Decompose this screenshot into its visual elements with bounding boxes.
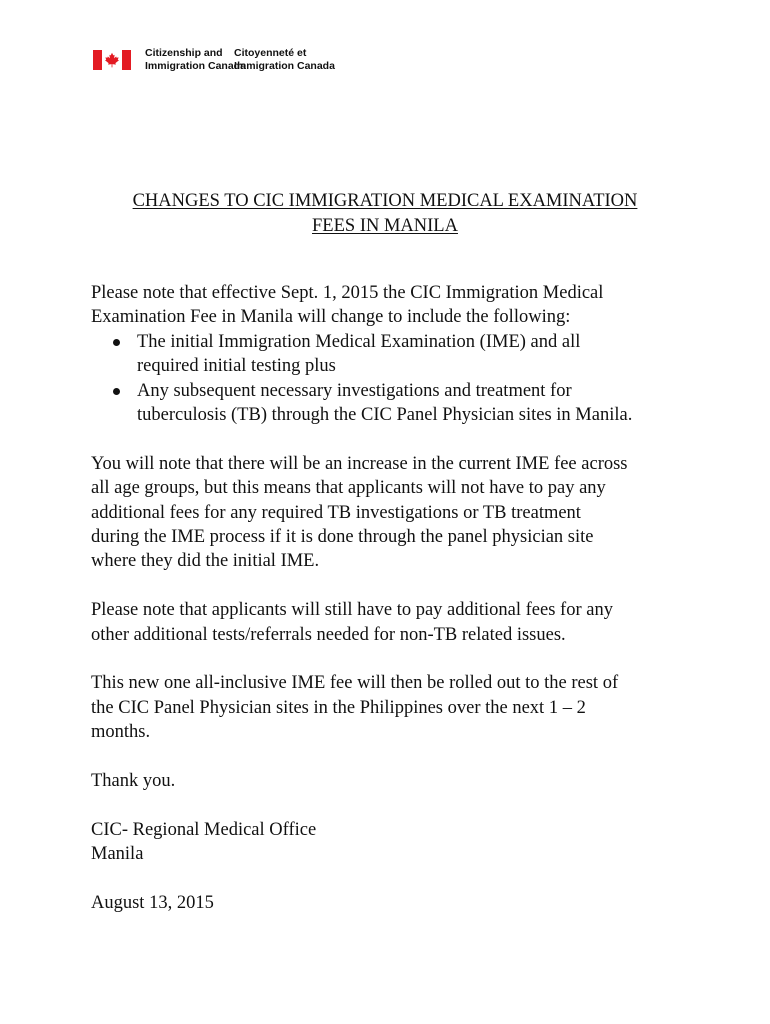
additional-fees-paragraph: [91, 598, 691, 647]
org-name-french: [234, 47, 335, 73]
signature-office: CIC- Regional Medical Office: [91, 819, 317, 840]
maple-leaf-icon: [104, 52, 120, 68]
para4-line: This new one all-inclusive IME fee will then be rolled out to the rest of: [91, 673, 619, 694]
flag-right-bar: [122, 50, 131, 70]
letterhead: [93, 44, 335, 76]
signature-block: [91, 818, 691, 867]
list-item: [91, 330, 691, 379]
flag-left-bar: [93, 50, 102, 70]
signature-city: Manila: [91, 844, 144, 865]
document-title: [90, 189, 680, 239]
intro-line2: Examination Fee in Manila will change to include the following:: [91, 307, 571, 328]
canada-flag-icon: [93, 50, 131, 70]
bullet2-line1: Any subsequent necessary investigations and treatment for: [137, 380, 572, 401]
bullet2-line2: tuberculosis (TB) through the CIC Panel Physician sites in Manila.: [137, 405, 633, 426]
bullet1-line2: required initial testing plus: [137, 356, 336, 377]
org-name-english: [145, 47, 246, 73]
para2-line: where they did the initial IME.: [91, 551, 320, 572]
org-fr-line2: Immigration Canada: [234, 60, 335, 72]
fee-inclusions-list: [91, 330, 691, 428]
para2-line: all age groups, but this means that applicants will not have to pay any: [91, 478, 606, 499]
flag-center: [102, 50, 122, 70]
para3-line: Please note that applicants will still have to pay additional fees for any: [91, 600, 613, 621]
title-line2: FEES IN MANILA: [312, 216, 458, 236]
thank-you-line: Thank you.: [91, 771, 176, 792]
document-body: [91, 281, 691, 915]
document-date: August 13, 2015: [91, 893, 214, 914]
bullet-icon: [113, 388, 120, 395]
org-en-line1: Citizenship and: [145, 47, 223, 59]
bullet-icon: [113, 339, 120, 346]
title-line1: CHANGES TO CIC IMMIGRATION MEDICAL EXAMINATION: [132, 191, 638, 211]
para2-line: additional fees for any required TB investigations or TB treatment: [91, 502, 581, 523]
fee-increase-paragraph: [91, 452, 691, 574]
para2-line: You will note that there will be an increase in the current IME fee across: [91, 453, 628, 474]
intro-line1: Please note that effective Sept. 1, 2015 the CIC Immigration Medical: [91, 283, 604, 303]
para4-line: months.: [91, 722, 151, 743]
intro-paragraph: [91, 281, 691, 330]
para2-line: during the IME process if it is done through the panel physician site: [91, 527, 594, 548]
para3-line: other additional tests/referrals needed for non-TB related issues.: [91, 624, 566, 645]
bullet1-line1: The initial Immigration Medical Examination (IME) and all: [137, 331, 581, 352]
rollout-paragraph: [91, 671, 691, 744]
list-item: [91, 379, 691, 428]
org-en-line2: Immigration Canada: [145, 60, 246, 72]
para4-line: the CIC Panel Physician sites in the Philippines over the next 1 – 2: [91, 697, 586, 718]
org-fr-line1: Citoyenneté et: [234, 47, 307, 59]
